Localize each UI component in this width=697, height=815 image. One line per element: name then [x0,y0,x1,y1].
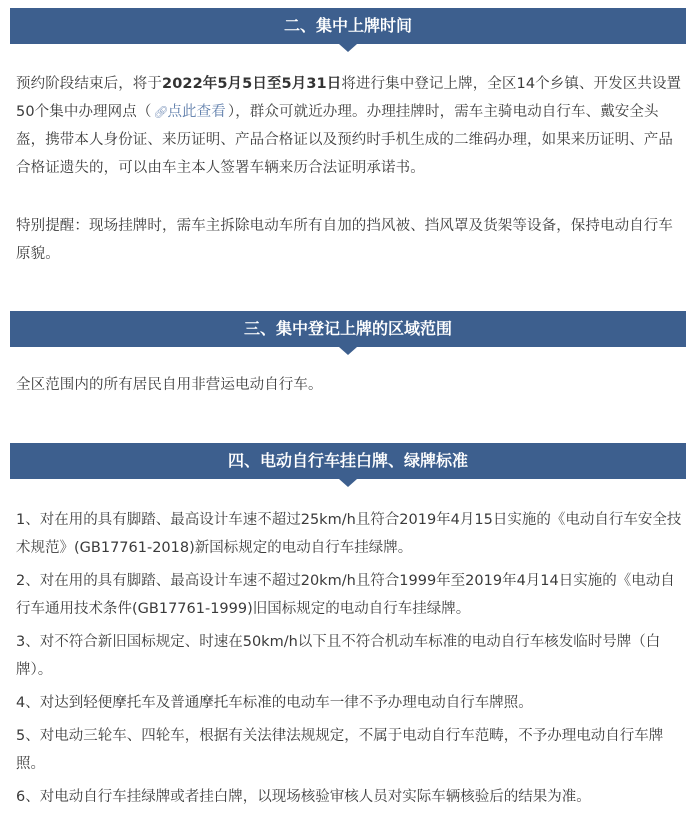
text-span: 将进行集中登记上牌，全区14个乡镇、开发区共设置50个集中办理网点（ [16,76,682,120]
standards-list [16,506,684,815]
section-title: 三、集中登记上牌的区域范围 [243,319,452,338]
section-title: 四、电动自行车挂白牌、绿牌标准 [227,451,468,470]
section-header-schedule [10,8,686,44]
reminder-text: 特别提醒：现场挂牌时，需车主拆除电动车所有自加的挡风被、挡风罩及货架等设备，保持电动自行车原貌。 [16,218,673,262]
section-header-scope [10,311,686,347]
scope-text: 全区范围内的所有居民自用非营运电动自行车。 [16,377,323,393]
link-label: 点此查看 [167,104,226,120]
link-icon: 🔗︎ [153,105,169,119]
section-header-standards [10,443,686,479]
section-title: 二、集中上牌时间 [283,16,412,35]
text-span: 预约阶段结束后，将于 [16,76,162,92]
schedule-paragraph [16,70,682,182]
special-reminder [16,212,682,268]
date-range: 2022年5月5日至5月31日 [162,76,342,92]
view-locations-link[interactable] [151,98,227,126]
scope-paragraph [16,371,682,399]
list-item: 2、对在用的具有脚踏、最高设计车速不超过20km/h且符合1999年至2019年4月14日实施的《电动自行车通用技术条件(GB17761-1999)旧国标规定的电动自行车挂绿牌。 [16,573,675,617]
list-item: 1、对在用的具有脚踏、最高设计车速不超过25km/h且符合2019年4月15日实施的《电动自行车安全技术规范》(GB17761-2018)新国标规定的电动自行车挂绿牌。 [16,512,682,556]
list-item: 6、对电动自行车挂绿牌或者挂白牌，以现场核验审核人员对实际车辆核验后的结果为准。 [16,789,591,805]
list-item: 4、对达到轻便摩托车及普通摩托车标准的电动车一律不予办理电动自行车牌照。 [16,695,533,711]
list-item: 5、对电动三轮车、四轮车，根据有关法律法规规定，不属于电动自行车范畴，不予办理电动自行车牌照。 [16,728,664,772]
list-item: 3、对不符合新旧国标规定、时速在50km/h以下且不符合机动车标准的电动自行车核发临时号牌（白牌）。 [16,634,661,678]
text-span: ），群众可就近办理。办理挂牌时，需车主骑电动自行车、戴安全头盔，携带本人身份证、来历证明、产品合格证以及预约时手机生成的二维码办理，如果来历证明、产品合格证遗失的，可以由车主本人签署车辆来历合法证明承诺书。 [16,104,673,176]
